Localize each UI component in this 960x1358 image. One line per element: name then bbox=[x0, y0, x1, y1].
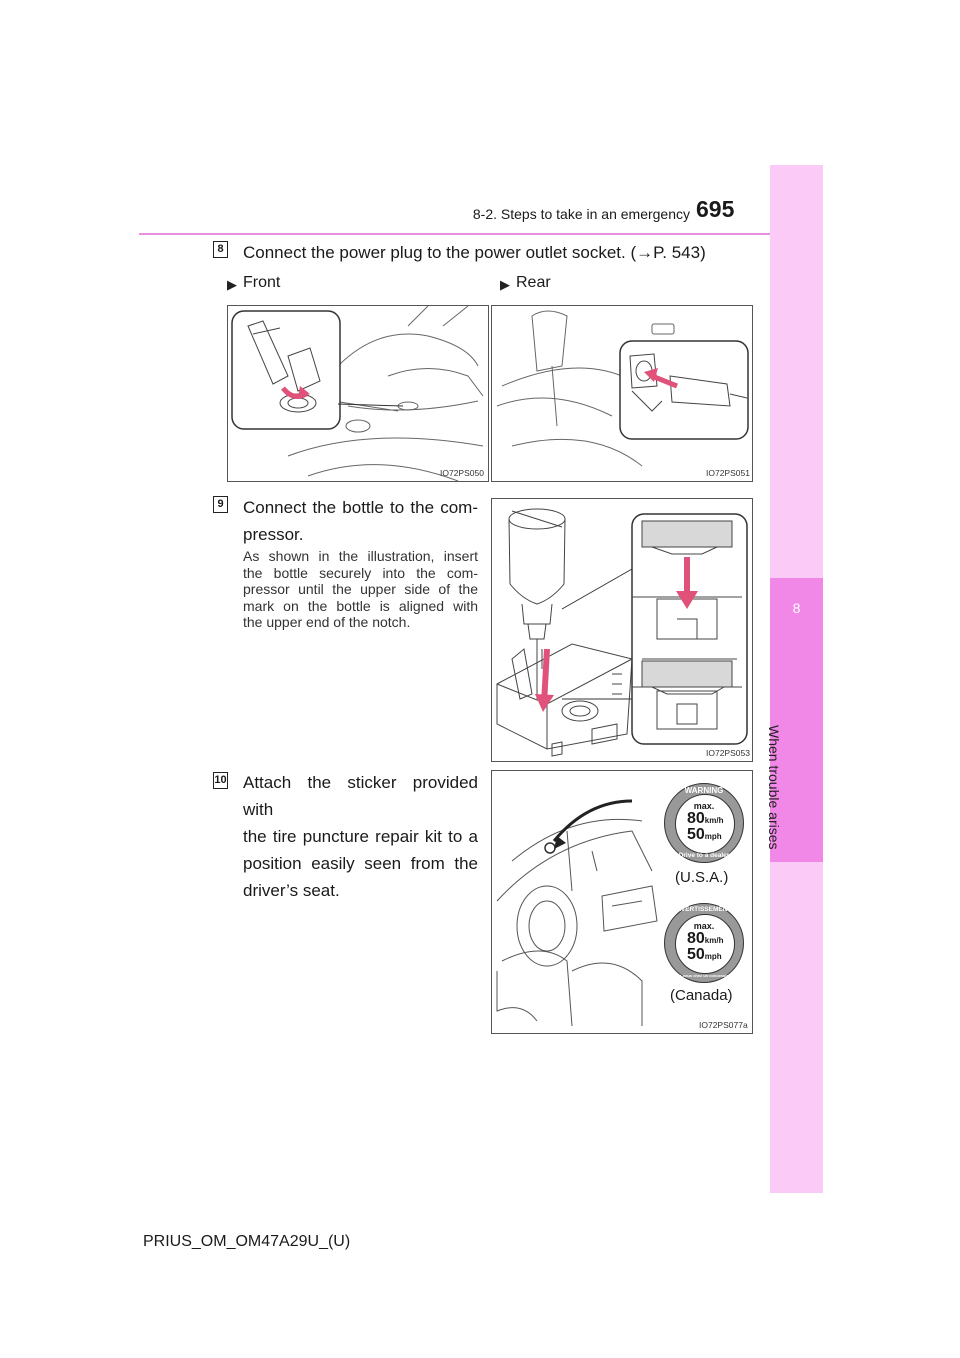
rear-outlet-illustration bbox=[491, 305, 753, 482]
us-mph-value: 50 bbox=[687, 826, 705, 843]
front-figure-code: IO72PS050 bbox=[440, 468, 484, 478]
bottle-compressor-illustration bbox=[491, 498, 753, 762]
step-number-10: 10 bbox=[213, 772, 228, 789]
canada-caption: (Canada) bbox=[670, 987, 733, 1004]
rear-triangle-icon: ▶ bbox=[500, 277, 510, 292]
chapter-number: 8 bbox=[792, 600, 801, 616]
step-8-text-suffix: P. 543) bbox=[653, 243, 706, 262]
section-title: 8-2. Steps to take in an emergency bbox=[472, 206, 690, 222]
canada-sticker-ring-top: AVERTISSEMENT bbox=[676, 906, 732, 913]
rear-label: Rear bbox=[516, 274, 551, 291]
sticker-figure-code: IO72PS077a bbox=[699, 1020, 748, 1030]
page-number: 695 bbox=[696, 196, 735, 222]
chapter-label: When trouble arises bbox=[766, 725, 782, 850]
step-9-text-line1: Connect the bottle to the com- bbox=[243, 498, 478, 517]
us-sticker-mph bbox=[687, 826, 722, 844]
step-8-text bbox=[243, 239, 706, 266]
step-9-note bbox=[243, 548, 478, 631]
step-10-text bbox=[243, 769, 478, 904]
canada-kmh-unit: km/h bbox=[704, 936, 724, 945]
canada-sticker-mph bbox=[687, 946, 722, 964]
us-warning-sticker bbox=[664, 783, 744, 863]
header-divider bbox=[139, 233, 822, 235]
step-10-line-3: position easily seen from the bbox=[243, 854, 478, 873]
canada-sticker-max: max. bbox=[693, 921, 715, 931]
us-kmh-unit: km/h bbox=[704, 816, 724, 825]
front-outlet-illustration bbox=[227, 305, 489, 482]
step-10-line-4: driver’s seat. bbox=[243, 881, 340, 900]
rear-figure-code: IO72PS051 bbox=[706, 468, 750, 478]
step-10-line-1: Attach the sticker provided with bbox=[243, 773, 478, 819]
step-10-line-2: the tire puncture repair kit to a bbox=[243, 827, 478, 846]
step-8-text-prefix: Connect the power plug to the power outlet socket. ( bbox=[243, 243, 637, 262]
us-mph-unit: mph bbox=[704, 832, 722, 841]
note-line-5: the upper end of the notch. bbox=[243, 614, 411, 630]
us-caption: (U.S.A.) bbox=[675, 869, 729, 886]
compressor-figure-code: IO72PS053 bbox=[706, 748, 750, 758]
canada-mph-unit: mph bbox=[704, 952, 722, 961]
step-9-text-line2: pressor. bbox=[243, 525, 304, 544]
reference-arrow: → bbox=[636, 243, 654, 262]
us-sticker-ring-bottom: Drive to a dealer bbox=[678, 852, 730, 859]
front-label: Front bbox=[243, 274, 281, 291]
note-line-3: pressor until the upper side of the bbox=[243, 581, 478, 597]
sticker-placement-illustration bbox=[491, 770, 753, 1034]
canada-mph-value: 50 bbox=[687, 946, 705, 963]
step-number-9: 9 bbox=[213, 496, 228, 513]
canada-sticker-ring-bottom: Rendez-vous chez un concessionnaire bbox=[667, 973, 741, 978]
front-triangle-icon: ▶ bbox=[227, 277, 237, 292]
us-kmh-value: 80 bbox=[687, 810, 705, 827]
us-sticker-max: max. bbox=[693, 801, 715, 811]
step-number-8: 8 bbox=[213, 241, 228, 258]
note-line-2: the bottle securely into the com- bbox=[243, 564, 478, 581]
note-line-1: As shown in the illustration, insert bbox=[243, 548, 478, 564]
us-sticker-ring-top: WARNING bbox=[684, 786, 724, 795]
document-code: PRIUS_OM_OM47A29U_(U) bbox=[143, 1233, 351, 1250]
step-9-text bbox=[243, 494, 478, 548]
canada-kmh-value: 80 bbox=[687, 930, 705, 947]
note-line-4: mark on the bottle is aligned with bbox=[243, 597, 478, 614]
canada-warning-sticker bbox=[664, 903, 744, 983]
